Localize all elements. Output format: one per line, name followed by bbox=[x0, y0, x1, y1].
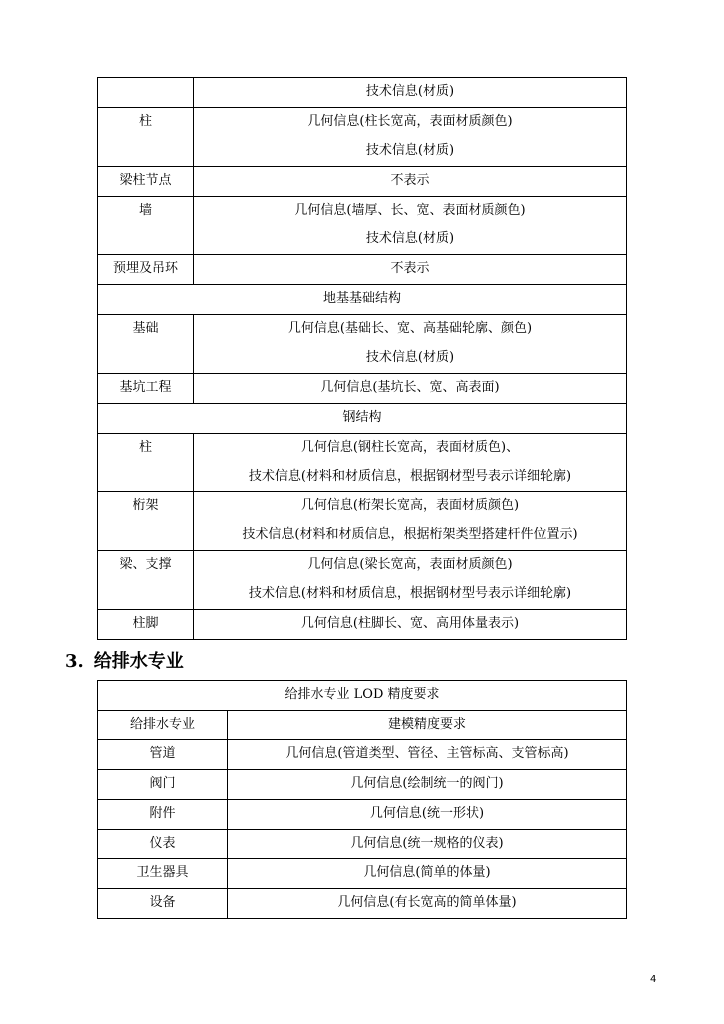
requirement-cell: 几何信息(有长宽高的简单体量) bbox=[228, 888, 627, 918]
section-row bbox=[98, 285, 627, 315]
item-cell: 设备 bbox=[98, 888, 228, 918]
page-number: 4 bbox=[650, 974, 657, 985]
table-row bbox=[98, 373, 627, 403]
row-content: 不表示 bbox=[194, 166, 627, 196]
requirement-cell: 几何信息(绘制统一的阀门) bbox=[228, 770, 627, 800]
table-row bbox=[98, 315, 627, 374]
item-cell: 卫生器具 bbox=[98, 859, 228, 889]
row-content: 几何信息(基坑长、宽、高表面) bbox=[194, 373, 627, 403]
row-label: 桁架 bbox=[98, 492, 194, 551]
row-label: 墙 bbox=[98, 196, 194, 255]
row-content: 技术信息(材质) bbox=[194, 78, 627, 108]
table-row bbox=[98, 78, 627, 108]
section-number: 3. bbox=[65, 651, 84, 672]
row-label: 预埋及吊环 bbox=[98, 255, 194, 285]
column-header: 建模精度要求 bbox=[228, 710, 627, 740]
requirement-cell: 几何信息(统一形状) bbox=[228, 799, 627, 829]
row-content: 几何信息(桁架长宽高，表面材质颜色) 技术信息(材料和材质信息，根据桁架类型搭建杆件位置示) bbox=[194, 492, 627, 551]
table-header-row bbox=[98, 710, 627, 740]
section-title: 钢结构 bbox=[98, 403, 627, 433]
row-label: 基坑工程 bbox=[98, 373, 194, 403]
row-label: 柱 bbox=[98, 107, 194, 166]
row-content: 几何信息(钢柱长宽高，表面材质色)、 技术信息(材料和材质信息，根据钢材型号表示详细轮廓) bbox=[194, 433, 627, 492]
table-row bbox=[98, 166, 627, 196]
table-row bbox=[98, 551, 627, 610]
table-row bbox=[98, 255, 627, 285]
table-row bbox=[98, 829, 627, 859]
row-label: 基础 bbox=[98, 315, 194, 374]
requirement-cell: 几何信息(管道类型、管径、主管标高、支管标高) bbox=[228, 740, 627, 770]
section-row bbox=[98, 403, 627, 433]
section-heading bbox=[65, 648, 184, 676]
row-content: 几何信息(墙厚、长、宽、表面材质颜色) 技术信息(材质) bbox=[194, 196, 627, 255]
row-content: 几何信息(柱长宽高，表面材质颜色) 技术信息(材质) bbox=[194, 107, 627, 166]
row-label bbox=[98, 78, 194, 108]
row-content: 不表示 bbox=[194, 255, 627, 285]
requirement-cell: 几何信息(统一规格的仪表) bbox=[228, 829, 627, 859]
row-content: 几何信息(梁长宽高，表面材质颜色) 技术信息(材料和材质信息，根据钢材型号表示详细轮廓) bbox=[194, 551, 627, 610]
row-label: 柱脚 bbox=[98, 610, 194, 640]
table-row bbox=[98, 888, 627, 918]
structure-lod-table bbox=[97, 77, 627, 640]
table-row bbox=[98, 107, 627, 166]
table-row bbox=[98, 196, 627, 255]
table-row bbox=[98, 492, 627, 551]
row-content: 几何信息(基础长、宽、高基础轮廓、颜色) 技术信息(材质) bbox=[194, 315, 627, 374]
table-row bbox=[98, 433, 627, 492]
table-row bbox=[98, 770, 627, 800]
table-row bbox=[98, 610, 627, 640]
row-label: 梁、支撑 bbox=[98, 551, 194, 610]
item-cell: 管道 bbox=[98, 740, 228, 770]
plumbing-lod-table bbox=[97, 680, 627, 919]
table-row bbox=[98, 740, 627, 770]
row-content: 几何信息(柱脚长、宽、高用体量表示) bbox=[194, 610, 627, 640]
item-cell: 阀门 bbox=[98, 770, 228, 800]
table-caption-row bbox=[98, 681, 627, 711]
table-row bbox=[98, 799, 627, 829]
section-title: 地基基础结构 bbox=[98, 285, 627, 315]
row-label: 梁柱节点 bbox=[98, 166, 194, 196]
table-row bbox=[98, 859, 627, 889]
row-label: 柱 bbox=[98, 433, 194, 492]
column-header: 给排水专业 bbox=[98, 710, 228, 740]
requirement-cell: 几何信息(简单的体量) bbox=[228, 859, 627, 889]
item-cell: 附件 bbox=[98, 799, 228, 829]
table-caption: 给排水专业 LOD 精度要求 bbox=[98, 681, 627, 711]
section-title: 给排水专业 bbox=[93, 651, 184, 672]
item-cell: 仪表 bbox=[98, 829, 228, 859]
